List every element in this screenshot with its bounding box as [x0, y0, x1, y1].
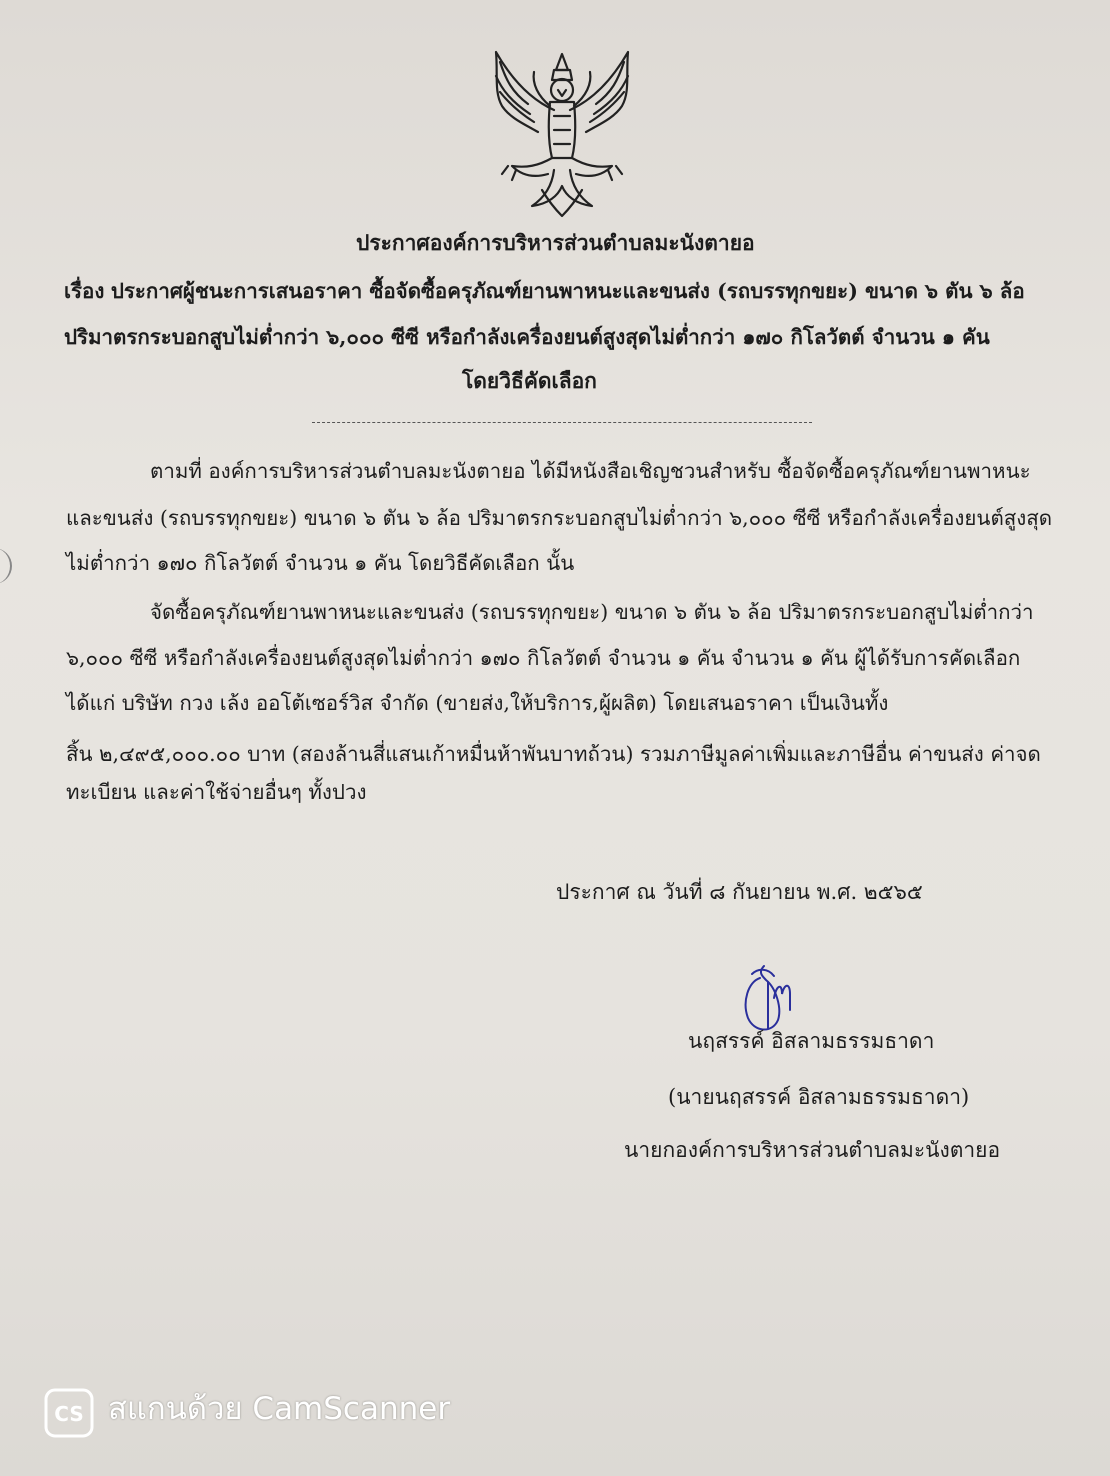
body-paragraph-1-line-2: และขนส่ง (รถบรรทุกขยะ) ขนาด ๖ ตัน ๖ ล้อ ปริมาตรกระบอกสูบไม่ต่ำกว่า ๖,๐๐๐ ซีซี หรือกำลังเครื่องยนต์สูงสุด [66, 506, 1053, 530]
subject-line-3: โดยวิธีคัดเลือก [462, 368, 597, 393]
camscanner-logo-icon [44, 1388, 94, 1438]
subject-line-2: ปริมาตรกระบอกสูบไม่ต่ำกว่า ๖,๐๐๐ ซีซี หรือกำลังเครื่องยนต์สูงสุดไม่ต่ำกว่า ๑๗๐ กิโลวัตต์ จำนวน ๑ คัน [64, 325, 990, 349]
signatory-name-script: นฤสรรค์ อิสลามธรรมธาดา [688, 1029, 935, 1053]
announcement-title: ประกาศองค์การบริหารส่วนตำบลมะนังตายอ [356, 230, 755, 255]
body-paragraph-1-line-3: ไม่ต่ำกว่า ๑๗๐ กิโลวัตต์ จำนวน ๑ คัน โดยวิธีคัดเลือก นั้น [66, 551, 575, 575]
body-paragraph-2-line-3: ได้แก่ บริษัท กวง เล้ง ออโต้เซอร์วิส จำกัด (ขายส่ง,ให้บริการ,ผู้ผลิต) โดยเสนอราคา เป็นเงินทั้ง [66, 691, 889, 715]
announcement-date: ประกาศ ณ วันที่ ๘ กันยายน พ.ศ. ๒๕๖๕ [556, 880, 923, 904]
camscanner-watermark-text: สแกนด้วย CamScanner [108, 1391, 451, 1427]
camscanner-logo-text: CS [54, 1402, 84, 1426]
body-paragraph-2-line-1: จัดซื้อครุภัณฑ์ยานพาหนะและขนส่ง (รถบรรทุกขยะ) ขนาด ๖ ตัน ๖ ล้อ ปริมาตรกระบอกสูบไม่ต่ำกว่า [150, 600, 1034, 624]
dashed-divider [312, 422, 812, 423]
subject-label: เรื่อง [64, 279, 105, 303]
page-edge-mark [0, 548, 12, 584]
garuda-emblem-icon [472, 40, 652, 220]
body-paragraph-2-line-4: สิ้น ๒,๔๙๕,๐๐๐.๐๐ บาท (สองล้านสี่แสนเก้าหมื่นห้าพันบาทถ้วน) รวมภาษีมูลค่าเพิ่มและภาษีอื่น ค่าขนส่ง ค่าจด [66, 742, 1041, 766]
handwritten-signature [738, 958, 808, 1038]
subject-line-1 [64, 281, 1025, 302]
body-paragraph-2-line-2: ๖,๐๐๐ ซีซี หรือกำลังเครื่องยนต์สูงสุดไม่ต่ำกว่า ๑๗๐ กิโลวัตต์ จำนวน ๑ คัน จำนวน ๑ คัน ผู้ได้รับการคัดเลือก [66, 646, 1021, 670]
signatory-position: นายกองค์การบริหารส่วนตำบลมะนังตายอ [624, 1138, 1001, 1162]
subject-text-1: ประกาศผู้ชนะการเสนอราคา ซื้อจัดซื้อครุภัณฑ์ยานพาหนะและขนส่ง (รถบรรทุกขยะ) ขนาด ๖ ตัน ๖ ล้อ [110, 279, 1025, 303]
body-paragraph-1-line-1: ตามที่ องค์การบริหารส่วนตำบลมะนังตายอ ได้มีหนังสือเชิญชวนสำหรับ ซื้อจัดซื้อครุภัณฑ์ยานพาหนะ [150, 459, 1031, 483]
signatory-full-name: (นายนฤสรรค์ อิสลามธรรมธาดา) [668, 1085, 970, 1109]
body-paragraph-2-line-5: ทะเบียน และค่าใช้จ่ายอื่นๆ ทั้งปวง [66, 780, 367, 804]
